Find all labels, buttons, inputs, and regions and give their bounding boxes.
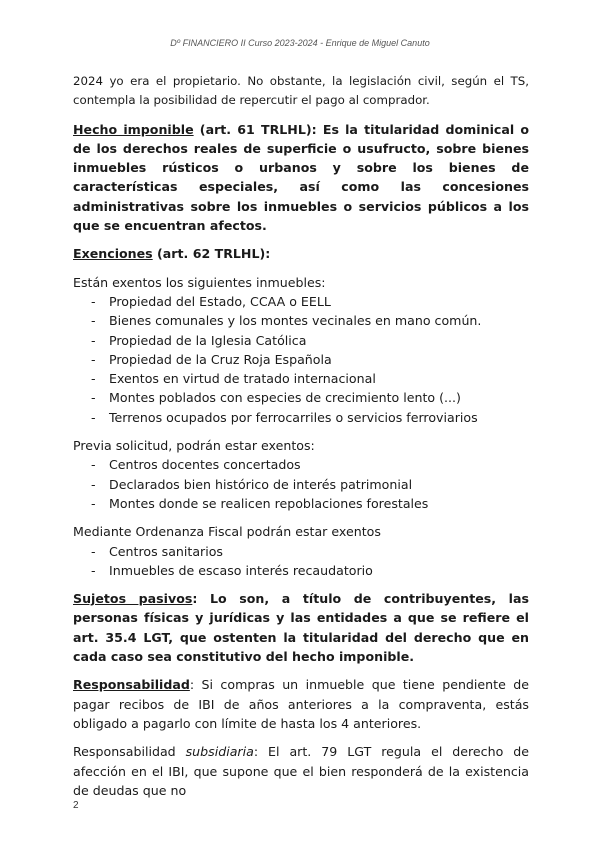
responsabilidad-paragraph bbox=[73, 675, 529, 733]
list-item: - Bienes comunales y los montes vecinales en mano común. bbox=[91, 313, 482, 329]
responsabilidad-term: Responsabilidad bbox=[73, 677, 190, 693]
hecho-imponible-term: Hecho imponible bbox=[73, 121, 194, 137]
sujetos-pasivos-text: : Lo son, a título de contribuyentes, las personas físicas y jurídicas y las entidades a que se refiere el art. 35.4 LGT, que ostenten la titularidad del derecho que en cada caso sea constitutivo del hecho imponible. bbox=[73, 591, 529, 665]
subsidiaria-term-b: subsidiaria bbox=[185, 744, 254, 760]
list-item: - Centros docentes concertados bbox=[91, 457, 301, 473]
list-item: - Montes donde se realicen repoblaciones forestales bbox=[91, 495, 429, 511]
hecho-imponible-paragraph bbox=[73, 120, 529, 236]
hecho-imponible-text: (art. 61 TRLHL): Es la titularidad dominical o de los derechos reales de superficie o usufructo, sobre bienes inmuebles rústicos o urbanos y sobre los bienes de características especiales, así como las concesiones administrativas sobre los inmuebles o servicios públicos a los que se encuentran afectos. bbox=[73, 121, 530, 234]
list-item: - Terrenos ocupados por ferrocarriles o servicios ferroviarios bbox=[91, 409, 478, 425]
list-item: - Montes poblados con especies de crecimiento lento (...) bbox=[91, 390, 461, 406]
subsidiaria-paragraph bbox=[73, 742, 529, 800]
responsabilidad-text: : Si compras un inmueble que tiene pendiente de pagar recibos de IBI de años anteriores a la compraventa, estás obligado a pagarlo con límite de hasta los 4 anteriores. bbox=[73, 677, 529, 731]
intro-paragraph: 2024 yo era el propietario. No obstante, la legislación civil, según el TS, contempla la posibilidad de repercutir el pago al comprador. bbox=[73, 74, 529, 108]
list-item: - Propiedad de la Cruz Roja Española bbox=[91, 351, 332, 367]
subsidiaria-text: : El art. 79 LGT regula el derecho de afección en el IBI, que supone que el bien responderá de la existencia de deudas que no bbox=[73, 744, 530, 798]
list-item: - Propiedad de la Iglesia Católica bbox=[91, 332, 307, 348]
page-number: 2 bbox=[73, 800, 79, 811]
previa-solicitud-title: Previa solicitud, podrán estar exentos: bbox=[73, 438, 315, 454]
exenciones-ref: (art. 62 TRLHL): bbox=[152, 246, 271, 262]
exenciones-heading bbox=[73, 244, 529, 263]
previa-solicitud-list bbox=[73, 455, 529, 513]
sujetos-pasivos-paragraph bbox=[73, 589, 529, 666]
subsidiaria-term-a: Responsabilidad bbox=[73, 744, 186, 760]
page-content bbox=[73, 72, 529, 800]
ordenanza-fiscal-title: Mediante Ordenanza Fiscal podrán estar exentos bbox=[73, 524, 381, 540]
list-item: - Declarados bien histórico de interés patrimonial bbox=[91, 476, 413, 492]
list-item: - Propiedad del Estado, CCAA o EELL bbox=[91, 293, 331, 309]
sujetos-pasivos-term: Sujetos pasivos bbox=[73, 591, 193, 607]
exenciones-term: Exenciones bbox=[73, 246, 153, 262]
running-header: Dº FINANCIERO II Curso 2023-2024 - Enrique de Miguel Canuto bbox=[170, 38, 430, 48]
exentos-list bbox=[73, 292, 529, 427]
ordenanza-fiscal-list bbox=[73, 542, 529, 581]
list-item: - Centros sanitarios bbox=[91, 543, 223, 559]
list-item: - Inmuebles de escaso interés recaudatorio bbox=[91, 562, 373, 578]
list-item: - Exentos en virtud de tratado internacional bbox=[91, 371, 376, 387]
exentos-group-title: Están exentos los siguientes inmuebles: bbox=[73, 274, 326, 290]
